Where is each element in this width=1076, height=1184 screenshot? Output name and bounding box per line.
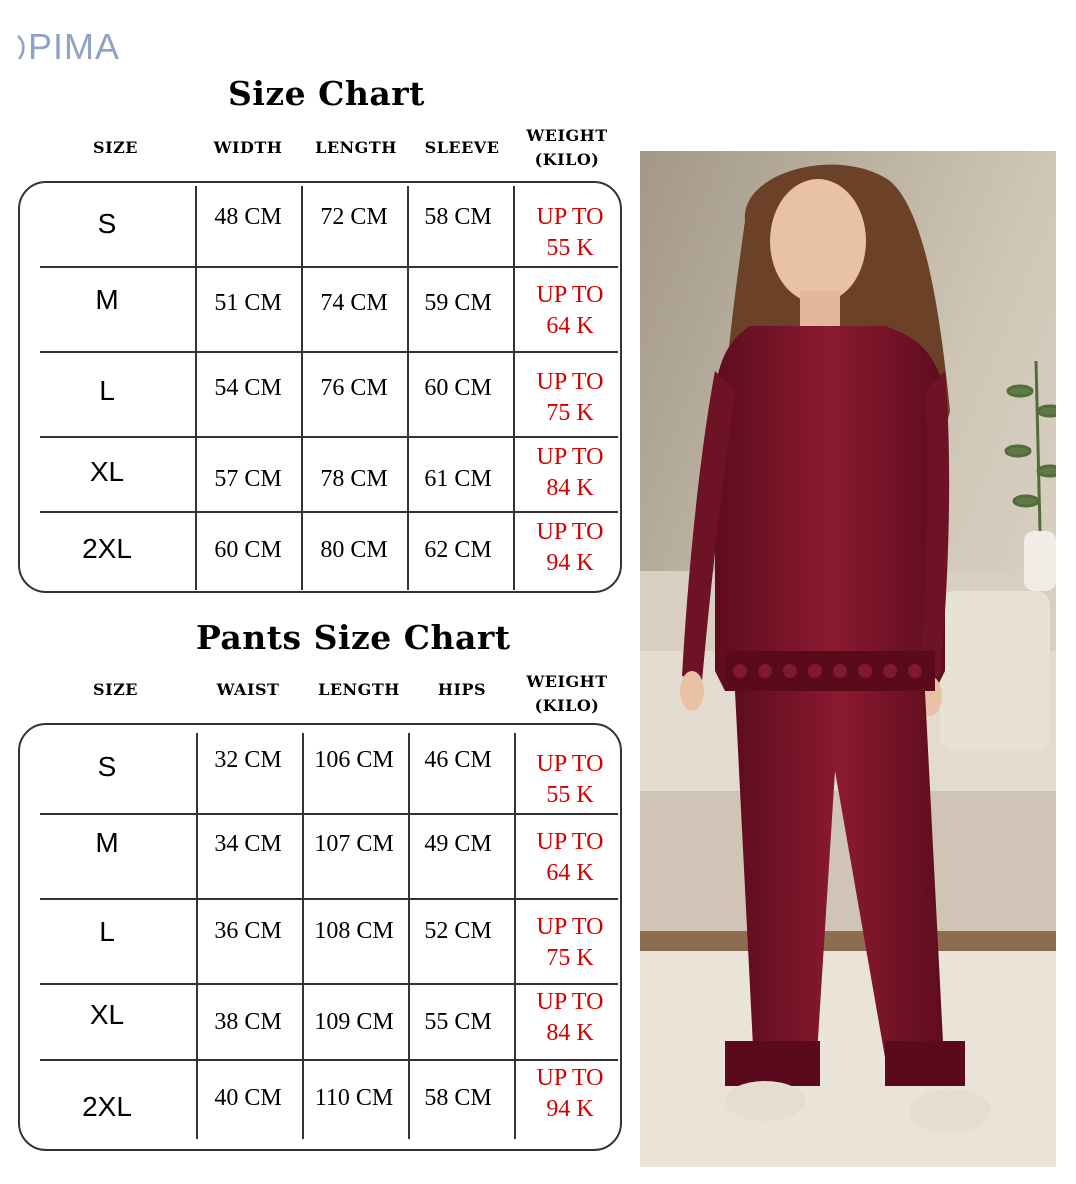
- measure-value: 108 CM: [314, 918, 394, 944]
- weight-limit: 94 K: [546, 1096, 594, 1122]
- pants-header-weight: WEIGHT (KILO): [526, 672, 608, 715]
- weight-limit: 64 K: [546, 860, 594, 886]
- size-label: S: [97, 208, 117, 239]
- size-label: L: [99, 375, 115, 406]
- measure-value: 55 CM: [424, 1009, 492, 1035]
- measure-value: 76 CM: [320, 375, 388, 401]
- weight-limit: 84 K: [546, 1020, 594, 1046]
- weight-limit: 55 K: [546, 235, 594, 261]
- size-label: M: [95, 284, 119, 315]
- measure-value: 60 CM: [214, 537, 282, 563]
- weight-limit: UP TO: [536, 751, 604, 777]
- measure-value: 40 CM: [214, 1085, 282, 1111]
- measure-value: 57 CM: [214, 466, 282, 492]
- top_chart-row-divider: [40, 266, 618, 268]
- measure-value: 34 CM: [214, 831, 282, 857]
- measure-value: 60 CM: [424, 375, 492, 401]
- top_chart-row-divider: [40, 511, 618, 513]
- top_chart-row-divider: [40, 436, 618, 438]
- weight-limit: 64 K: [546, 313, 594, 339]
- size-label: XL: [89, 999, 125, 1030]
- pants_chart-row-divider: [40, 813, 618, 815]
- measure-value: 78 CM: [320, 466, 388, 492]
- size-label: 2XL: [82, 533, 132, 564]
- pants-header-size: SIZE: [93, 680, 138, 699]
- measure-value: 54 CM: [214, 375, 282, 401]
- measure-value: 62 CM: [424, 537, 492, 563]
- weight-limit: 75 K: [546, 945, 594, 971]
- measure-value: 46 CM: [424, 747, 492, 773]
- size-label: M: [95, 827, 119, 858]
- measure-value: 109 CM: [314, 1009, 394, 1035]
- weight-limit: UP TO: [536, 519, 604, 545]
- header-size: SIZE: [93, 138, 138, 157]
- measure-value: 58 CM: [424, 204, 492, 230]
- weight-limit: UP TO: [536, 369, 604, 395]
- size-label: 2XL: [82, 1091, 132, 1122]
- weight-limit: 94 K: [546, 550, 594, 576]
- top_chart-row-divider: [40, 351, 618, 353]
- weight-limit: 55 K: [546, 782, 594, 808]
- measure-value: 32 CM: [214, 747, 282, 773]
- leaf-icon: [16, 34, 26, 60]
- weight-limit: UP TO: [536, 204, 604, 230]
- pants-chart-title: Pants Size Chart: [196, 618, 511, 657]
- size-label: XL: [89, 456, 125, 487]
- measure-value: 61 CM: [424, 466, 492, 492]
- measure-value: 48 CM: [214, 204, 282, 230]
- measure-value: 38 CM: [214, 1009, 282, 1035]
- weight-limit: UP TO: [536, 914, 604, 940]
- measure-value: 106 CM: [314, 747, 394, 773]
- header-width: WIDTH: [213, 138, 283, 157]
- weight-limit: 75 K: [546, 400, 594, 426]
- size-label: L: [99, 916, 115, 947]
- weight-limit: UP TO: [536, 444, 604, 470]
- measure-value: 36 CM: [214, 918, 282, 944]
- measure-value: 107 CM: [314, 831, 394, 857]
- model-photo: [640, 151, 1056, 1167]
- weight-limit: UP TO: [536, 282, 604, 308]
- pants-header-hips: HIPS: [437, 680, 487, 699]
- weight-limit: UP TO: [536, 989, 604, 1015]
- measure-value: 52 CM: [424, 918, 492, 944]
- measure-value: 74 CM: [320, 290, 388, 316]
- weight-limit: 84 K: [546, 475, 594, 501]
- measure-value: 51 CM: [214, 290, 282, 316]
- weight-limit: UP TO: [536, 829, 604, 855]
- pants-header-waist: WAIST: [216, 680, 280, 699]
- header-weight: WEIGHT (KILO): [526, 126, 608, 169]
- brand-name: PIMA: [28, 26, 121, 67]
- header-length: LENGTH: [315, 138, 397, 157]
- header-sleeve: SLEEVE: [424, 138, 500, 157]
- pants_chart-row-divider: [40, 898, 618, 900]
- pants-header-length: LENGTH: [318, 680, 400, 699]
- measure-value: 110 CM: [314, 1085, 394, 1111]
- pants_chart-row-divider: [40, 983, 618, 985]
- size-chart-title: Size Chart: [228, 74, 425, 113]
- measure-value: 59 CM: [424, 290, 492, 316]
- size-label: S: [97, 751, 117, 782]
- pants_chart-column-divider: [514, 733, 516, 1139]
- measure-value: 72 CM: [320, 204, 388, 230]
- top_chart-column-divider: [513, 186, 515, 590]
- weight-limit: UP TO: [536, 1065, 604, 1091]
- measure-value: 49 CM: [424, 831, 492, 857]
- brand-logo: [16, 26, 120, 68]
- pants_chart-row-divider: [40, 1059, 618, 1061]
- measure-value: 80 CM: [320, 537, 388, 563]
- measure-value: 58 CM: [424, 1085, 492, 1111]
